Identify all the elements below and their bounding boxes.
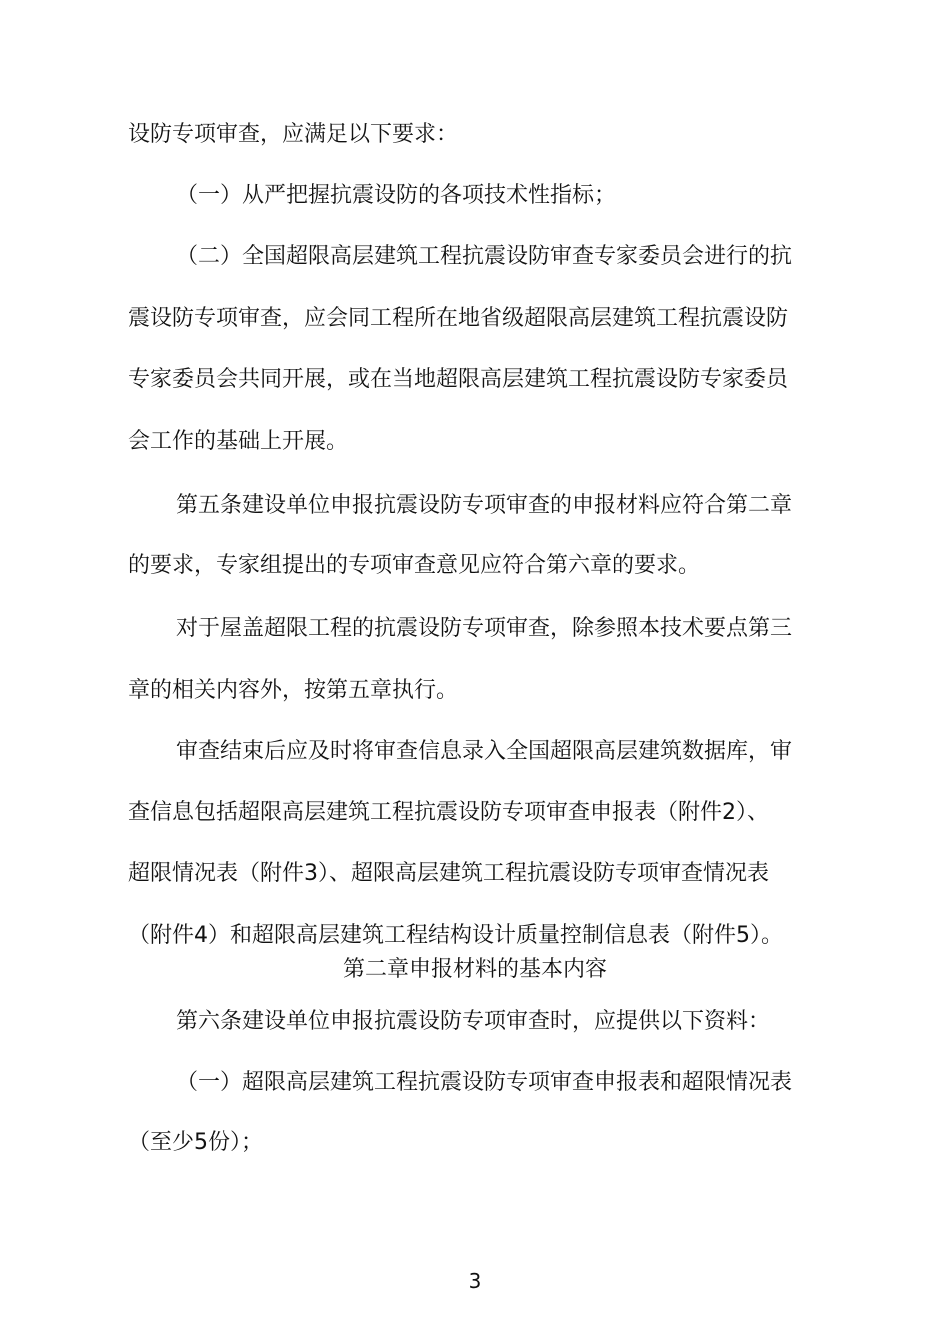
text-line: 查信息包括超限高层建筑工程抗震设防专项审查申报表（附件2）、 [128,800,769,825]
text-line: 的要求，专家组提出的专项审查意见应符合第六章的要求。 [128,553,701,578]
text-line: （一）从严把握抗震设防的各项技术性指标； [176,183,617,208]
text-line: 第六条建设单位申报抗震设防专项审查时，应提供以下资料： [176,1009,771,1034]
text-line: （附件4）和超限高层建筑工程结构设计质量控制信息表（附件5）。 [128,923,783,948]
text-line: 会工作的基础上开展。 [128,429,349,454]
text-line: （至少5份）； [128,1130,263,1155]
text-line: 章的相关内容外，按第五章执行。 [128,678,459,703]
text-line: 对于屋盖超限工程的抗震设防专项审查，除参照本技术要点第三 [176,616,793,641]
text-line: 超限情况表（附件3）、超限高层建筑工程抗震设防专项审查情况表 [128,861,769,886]
text-line: 审查结束后应及时将审查信息录入全国超限高层建筑数据库，审 [176,739,793,764]
chapter-heading: 第二章申报材料的基本内容 [342,957,607,982]
text-line: （一）超限高层建筑工程抗震设防专项审查申报表和超限情况表 [176,1070,793,1095]
text-line: （二）全国超限高层建筑工程抗震设防审查专家委员会进行的抗 [176,244,793,269]
page-number: 3 [468,1269,482,1293]
text-line: 专家委员会共同开展，或在当地超限高层建筑工程抗震设防专家委员 [128,367,789,392]
text-line: 设防专项审查，应满足以下要求： [128,122,459,147]
text-line: 第五条建设单位申报抗震设防专项审查的申报材料应符合第二章 [176,493,793,518]
text-line: 震设防专项审查，应会同工程所在地省级超限高层建筑工程抗震设防 [128,306,789,331]
